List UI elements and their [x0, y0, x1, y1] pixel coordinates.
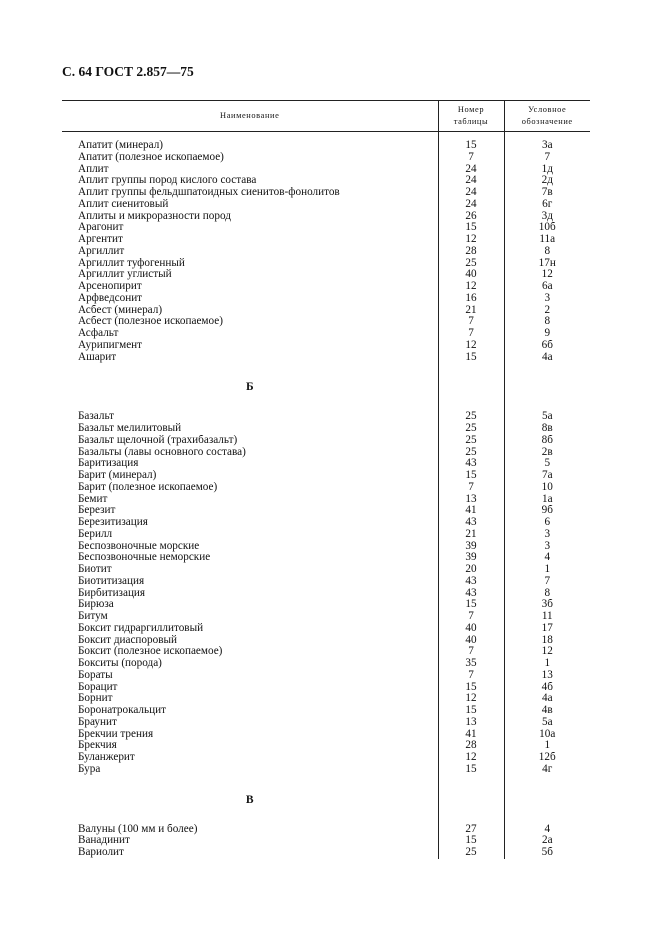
- entry-table-number: 24: [438, 187, 504, 199]
- entry-table-number: 35: [438, 658, 504, 670]
- section-letter-row: [62, 788, 590, 812]
- top-spacer-cell: [504, 132, 590, 141]
- table-row: [62, 316, 590, 328]
- entry-symbol: 17н: [504, 258, 590, 270]
- table-row: [62, 435, 590, 447]
- entry-symbol: 3: [504, 293, 590, 305]
- entry-name: Валуны (100 мм и более): [78, 823, 198, 835]
- entry-name: Асбест (полезное ископаемое): [78, 316, 223, 328]
- entry-table-number: 7: [438, 611, 504, 623]
- table-row: [62, 470, 590, 482]
- entry-name: Биотит: [78, 564, 112, 575]
- column-header-table-number: [438, 101, 504, 132]
- entry-symbol: 12: [504, 269, 590, 281]
- entry-table-number: 41: [438, 729, 504, 741]
- entry-table-number: 24: [438, 199, 504, 211]
- entry-table-number: 13: [438, 717, 504, 729]
- entry-symbol: 8: [504, 246, 590, 258]
- entry-table-number: 25: [438, 847, 504, 859]
- entry-symbol: 7в: [504, 187, 590, 199]
- section-gap-cell: [438, 776, 504, 788]
- table-row: [62, 541, 590, 553]
- entry-name: Беспозвоночные неморские: [78, 552, 211, 564]
- entry-table-number: 21: [438, 529, 504, 541]
- entry-symbol: 3б: [504, 599, 590, 611]
- entry-name: Боксит гидраргиллитовый: [78, 622, 204, 634]
- entry-name: Брекчии трения: [78, 728, 154, 740]
- entry-symbol: 5б: [504, 847, 590, 859]
- column-header-name: Наименование: [62, 101, 438, 132]
- entry-name: Аплит сиенитовый: [78, 198, 169, 210]
- section-gap-cell: [438, 812, 504, 824]
- entry-symbol: 8: [504, 588, 590, 600]
- table-row: [62, 729, 590, 741]
- entry-name: Базальт: [78, 411, 115, 423]
- table-row: [62, 752, 590, 764]
- top-spacer-cell: [438, 132, 504, 141]
- entry-name: Арагонит: [78, 222, 124, 234]
- table-row: [62, 611, 590, 623]
- entry-symbol: 5а: [504, 717, 590, 729]
- table-row: [62, 529, 590, 541]
- section-gap-cell: [504, 812, 590, 824]
- entry-name: Бемит: [78, 493, 108, 505]
- entry-symbol: 3: [504, 541, 590, 553]
- table-row: [62, 635, 590, 647]
- entry-symbol: 4а: [504, 352, 590, 364]
- entry-table-number: 25: [438, 411, 504, 423]
- section-letter-row: [62, 375, 590, 399]
- table-row: [62, 234, 590, 246]
- entry-name: Арсенопирит: [78, 281, 142, 292]
- entry-name: Борнит: [78, 693, 113, 705]
- table-row: [62, 152, 590, 164]
- section-letter-empty: [438, 788, 504, 812]
- entry-table-number: 40: [438, 635, 504, 647]
- entry-symbol: 6б: [504, 340, 590, 352]
- entry-symbol: 6г: [504, 199, 590, 211]
- entry-table-number: 39: [438, 552, 504, 564]
- entry-symbol: 8в: [504, 423, 590, 435]
- entry-name: Аргентит: [78, 234, 123, 245]
- entry-table-number: 26: [438, 211, 504, 223]
- entry-symbol: 11а: [504, 234, 590, 246]
- table-row: [62, 682, 590, 694]
- entry-table-number: 15: [438, 764, 504, 776]
- entry-name: Барит (минерал): [78, 470, 157, 481]
- entry-name: Бура: [78, 763, 101, 775]
- entry-name: Аплиты и микроразности пород: [78, 210, 231, 222]
- table-row: [62, 824, 590, 836]
- table-row: [62, 693, 590, 705]
- entry-table-number: 15: [438, 352, 504, 364]
- table-row: [62, 564, 590, 576]
- entry-table-number: 28: [438, 740, 504, 752]
- entry-name: Бирбитизация: [78, 587, 146, 599]
- section-gap: [62, 399, 590, 411]
- entry-symbol: 9: [504, 328, 590, 340]
- entry-table-number: 43: [438, 458, 504, 470]
- entry-symbol: 8б: [504, 435, 590, 447]
- table-row: [62, 281, 590, 293]
- table-row: [62, 411, 590, 423]
- entry-name: Апатит (полезное ископаемое): [78, 151, 224, 163]
- entry-symbol: 5: [504, 458, 590, 470]
- entry-table-number: 43: [438, 588, 504, 600]
- entry-table-number: 40: [438, 269, 504, 281]
- entry-table-number: 25: [438, 435, 504, 447]
- entry-name: Берилл: [78, 528, 113, 540]
- entry-symbol: 5а: [504, 411, 590, 423]
- table-row: [62, 140, 590, 152]
- entry-name: Апатит (минерал): [78, 140, 164, 151]
- entry-table-number: 12: [438, 340, 504, 352]
- entry-name: Ашарит: [78, 351, 117, 363]
- entry-table-number: 15: [438, 599, 504, 611]
- column-header-symbol-line1: Условное: [528, 105, 567, 114]
- section-gap: [62, 363, 590, 375]
- entry-table-number: 40: [438, 623, 504, 635]
- table-row: [62, 164, 590, 176]
- entry-symbol: 3а: [504, 140, 590, 152]
- entry-table-number: 15: [438, 705, 504, 717]
- section-letter: Б: [245, 381, 254, 394]
- table-row: [62, 552, 590, 564]
- table-row: [62, 447, 590, 459]
- entry-table-number: 43: [438, 576, 504, 588]
- column-header-symbol-line2: обозначение: [521, 117, 573, 126]
- table-row: [62, 340, 590, 352]
- section-gap-cell: [504, 776, 590, 788]
- entry-name: Базальт щелочной (трахибазальт): [78, 434, 238, 446]
- section-gap-cell: [62, 399, 438, 411]
- section-gap-cell: [438, 363, 504, 375]
- entry-table-number: 21: [438, 305, 504, 317]
- entry-symbol: 1: [504, 564, 590, 576]
- table-row: [62, 658, 590, 670]
- entry-name: Битум: [78, 611, 108, 622]
- entry-name: Березитизация: [78, 517, 148, 528]
- section-gap: [62, 776, 590, 788]
- entry-symbol: 12: [504, 646, 590, 658]
- entry-symbol: 4б: [504, 682, 590, 694]
- table-row: [62, 458, 590, 470]
- top-spacer-cell: [62, 132, 438, 141]
- entry-symbol: 10б: [504, 222, 590, 234]
- section-gap-cell: [504, 399, 590, 411]
- entry-name: Аурипигмент: [78, 339, 143, 351]
- entry-table-number: 15: [438, 682, 504, 694]
- table-row: [62, 211, 590, 223]
- entry-table-number: 12: [438, 693, 504, 705]
- entry-table-number: 12: [438, 752, 504, 764]
- entry-symbol: 8: [504, 316, 590, 328]
- entry-symbol: 10а: [504, 729, 590, 741]
- section-gap-cell: [504, 363, 590, 375]
- entry-table-number: 39: [438, 541, 504, 553]
- entry-table-number: 24: [438, 164, 504, 176]
- entry-table-number: 7: [438, 316, 504, 328]
- entry-table-number: 25: [438, 258, 504, 270]
- table-row: [62, 705, 590, 717]
- entry-symbol: 4в: [504, 705, 590, 717]
- table-row: [62, 222, 590, 234]
- entry-symbol: 3д: [504, 211, 590, 223]
- entry-name: Бирюза: [78, 599, 114, 611]
- table-row: [62, 717, 590, 729]
- entry-name: Буланжерит: [78, 752, 135, 763]
- entry-name: Аплит группы пород кислого состава: [78, 175, 257, 187]
- entry-table-number: 15: [438, 835, 504, 847]
- entry-symbol: 2а: [504, 835, 590, 847]
- entry-table-number: 15: [438, 140, 504, 152]
- entry-name: Аргиллит туфогенный: [78, 257, 185, 269]
- entry-name: Аргиллит: [78, 245, 125, 257]
- table-body: [62, 132, 590, 859]
- entry-table-number: 43: [438, 517, 504, 529]
- section-letter: В: [245, 793, 254, 806]
- entry-name: Березит: [78, 505, 116, 517]
- entry-name: Биотитизация: [78, 575, 145, 587]
- entry-symbol: 11: [504, 611, 590, 623]
- entry-symbol: 6а: [504, 281, 590, 293]
- page-header: С. 64 ГОСТ 2.857—75: [62, 64, 194, 79]
- entry-table-number: 27: [438, 824, 504, 836]
- table-row: [62, 670, 590, 682]
- entry-name: Базальты (лавы основного состава): [78, 446, 246, 458]
- entry-table-number: 7: [438, 670, 504, 682]
- entry-name: Боксит диаспоровый: [78, 634, 177, 646]
- entry-name: Асфальт: [78, 328, 119, 339]
- entry-symbol: 4г: [504, 764, 590, 776]
- section-letter-empty: [438, 375, 504, 399]
- entry-table-number: 12: [438, 281, 504, 293]
- entry-table-number: 15: [438, 222, 504, 234]
- table-row: [62, 175, 590, 187]
- entry-symbol: 1: [504, 740, 590, 752]
- entry-symbol: 9б: [504, 505, 590, 517]
- entry-symbol: 4: [504, 552, 590, 564]
- table-row: [62, 505, 590, 517]
- table-row: [62, 576, 590, 588]
- table-row: [62, 352, 590, 364]
- entry-name: Барит (полезное ископаемое): [78, 481, 218, 493]
- entry-table-number: 24: [438, 175, 504, 187]
- entry-name: Бокситы (порода): [78, 658, 162, 669]
- entry-symbol: 17: [504, 623, 590, 635]
- section-letter-empty: [504, 788, 590, 812]
- entry-symbol: 2в: [504, 447, 590, 459]
- column-header-table-number-line2: таблицы: [453, 117, 489, 126]
- entry-name: Аргиллит углистый: [78, 269, 172, 281]
- entry-name: Аплит группы фельдшпатоидных сиенитов-фонолитов: [78, 187, 340, 198]
- entry-symbol: 13: [504, 670, 590, 682]
- entry-table-number: 7: [438, 646, 504, 658]
- table-row: [62, 293, 590, 305]
- table-row: [62, 258, 590, 270]
- table-row: [62, 835, 590, 847]
- table-row: [62, 423, 590, 435]
- table-row: [62, 199, 590, 211]
- entry-name: Арфведсонит: [78, 292, 143, 304]
- table-row: [62, 482, 590, 494]
- table-row: [62, 847, 590, 859]
- table-row: [62, 599, 590, 611]
- table-row: [62, 494, 590, 506]
- entry-symbol: 12б: [504, 752, 590, 764]
- section-gap: [62, 812, 590, 824]
- table-row: [62, 269, 590, 281]
- entry-symbol: 2: [504, 305, 590, 317]
- column-header-symbol: [504, 101, 590, 132]
- entry-table-number: 15: [438, 470, 504, 482]
- entry-symbol: 7а: [504, 470, 590, 482]
- entry-name: Аплит: [78, 163, 109, 175]
- entry-symbol: 7: [504, 152, 590, 164]
- entry-table-number: 28: [438, 246, 504, 258]
- table-row: [62, 646, 590, 658]
- entry-name: Боронатрокальцит: [78, 705, 166, 716]
- entry-symbol: 10: [504, 482, 590, 494]
- entry-name: Брекчия: [78, 740, 117, 752]
- section-letter-empty: [504, 375, 590, 399]
- section-gap-cell: [62, 812, 438, 824]
- minerals-table: [62, 100, 590, 859]
- entry-symbol: 1: [504, 658, 590, 670]
- table-row: [62, 588, 590, 600]
- section-gap-cell: [62, 776, 438, 788]
- section-gap-cell: [62, 363, 438, 375]
- table-row: [62, 517, 590, 529]
- entry-symbol: 18: [504, 635, 590, 647]
- entry-symbol: 3: [504, 529, 590, 541]
- entry-name: Ванадинит: [78, 835, 130, 847]
- entry-table-number: 7: [438, 328, 504, 340]
- entry-symbol: 6: [504, 517, 590, 529]
- top-spacer: [62, 132, 590, 141]
- entry-name: Асбест (минерал): [78, 304, 163, 316]
- entry-symbol: 4а: [504, 693, 590, 705]
- table-row: [62, 328, 590, 340]
- table-header-row: [62, 101, 590, 132]
- column-header-table-number-line1: Номер: [457, 105, 485, 114]
- entry-name: Борацит: [78, 681, 118, 693]
- entry-table-number: 7: [438, 152, 504, 164]
- entry-table-number: 20: [438, 564, 504, 576]
- table-row: [62, 740, 590, 752]
- table-row: [62, 305, 590, 317]
- entry-table-number: 25: [438, 423, 504, 435]
- entry-symbol: 1д: [504, 164, 590, 176]
- entry-symbol: 7: [504, 576, 590, 588]
- table-row: [62, 187, 590, 199]
- entry-symbol: 2д: [504, 175, 590, 187]
- entry-table-number: 16: [438, 293, 504, 305]
- entry-name: Базальт мелилитовый: [78, 423, 182, 434]
- entry-table-number: 13: [438, 494, 504, 506]
- entry-name: Вариолит: [78, 847, 124, 858]
- entry-symbol: 1а: [504, 494, 590, 506]
- entry-name: Браунит: [78, 716, 117, 728]
- table-row: [62, 246, 590, 258]
- entry-name: Беспозвоночные морские: [78, 540, 200, 552]
- entry-name: Баритизация: [78, 458, 139, 470]
- table-row: [62, 764, 590, 776]
- entry-table-number: 25: [438, 447, 504, 459]
- entry-name: Бораты: [78, 669, 113, 681]
- entry-table-number: 12: [438, 234, 504, 246]
- entry-table-number: 41: [438, 505, 504, 517]
- entry-table-number: 7: [438, 482, 504, 494]
- table-row: [62, 623, 590, 635]
- entry-name: Боксит (полезное ископаемое): [78, 646, 223, 658]
- entry-symbol: 4: [504, 824, 590, 836]
- section-gap-cell: [438, 399, 504, 411]
